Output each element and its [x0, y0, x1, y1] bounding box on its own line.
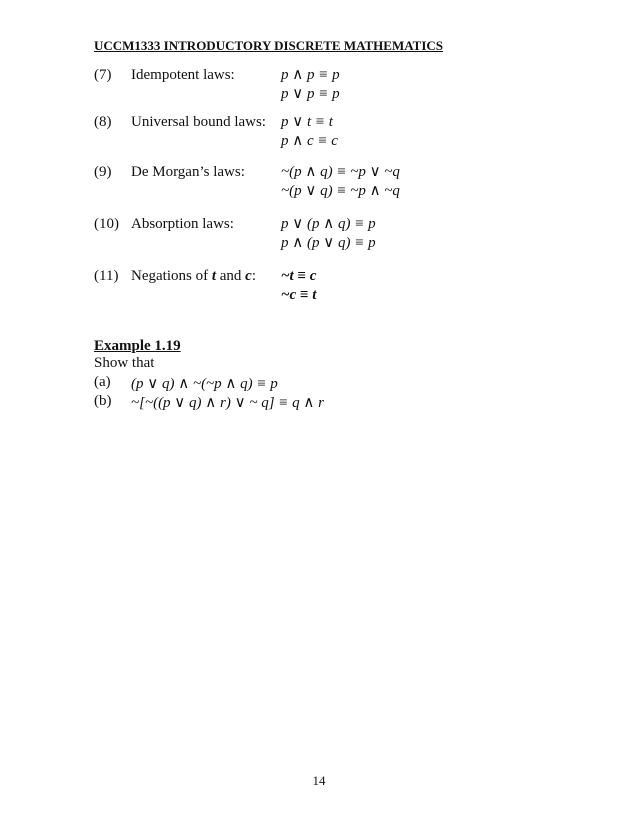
law-number: (9) — [94, 164, 112, 180]
law-name-t: t — [211, 268, 216, 284]
law-equation-1: p ∨ t ≡ t — [281, 114, 333, 130]
law-equation-2: p ∧ c ≡ c — [281, 133, 338, 149]
law-equation-2: ~c ≡ t — [281, 287, 317, 303]
document-header: UCCM1333 INTRODUCTORY DISCRETE MATHEMATICS — [94, 38, 444, 53]
law-number: (11) — [94, 268, 119, 284]
law-name: Idempotent laws: — [131, 67, 235, 83]
part-label: (a) — [94, 374, 111, 390]
law-number: (8) — [94, 114, 112, 130]
law-equation-2: ~(p ∨ q) ≡ ~p ∧ ~q — [281, 183, 400, 199]
law-name-suffix: : — [251, 268, 257, 284]
law-name: De Morgan’s laws: — [131, 164, 245, 180]
law-name: Absorption laws: — [131, 216, 234, 232]
example-intro: Show that — [94, 355, 155, 371]
law-equation-1: p ∧ p ≡ p — [281, 67, 340, 83]
law-equation-2: p ∨ p ≡ p — [281, 86, 340, 102]
law-equation-1: ~t ≡ c — [281, 268, 317, 284]
law-equation-1: p ∨ (p ∧ q) ≡ p — [281, 216, 376, 232]
law-number: (10) — [94, 216, 119, 232]
law-name — [131, 267, 256, 286]
law-name-mid: and — [216, 268, 246, 284]
law-name: Universal bound laws: — [131, 114, 266, 130]
law-name-c: c — [245, 268, 252, 284]
part-expression: (p ∨ q) ∧ ~(~p ∧ q) ≡ p — [131, 376, 278, 392]
law-equation-1: ~(p ∧ q) ≡ ~p ∨ ~q — [281, 164, 400, 180]
example-title: Example 1.19 — [94, 338, 181, 354]
law-name-prefix: Negations of — [131, 268, 212, 284]
part-expression: ~[~((p ∨ q) ∧ r) ∨ ~ q] ≡ q ∧ r — [131, 395, 324, 411]
page-number: 14 — [312, 773, 326, 788]
law-number: (7) — [94, 67, 112, 83]
part-label: (b) — [94, 393, 112, 409]
law-equation-2: p ∧ (p ∨ q) ≡ p — [281, 235, 376, 251]
